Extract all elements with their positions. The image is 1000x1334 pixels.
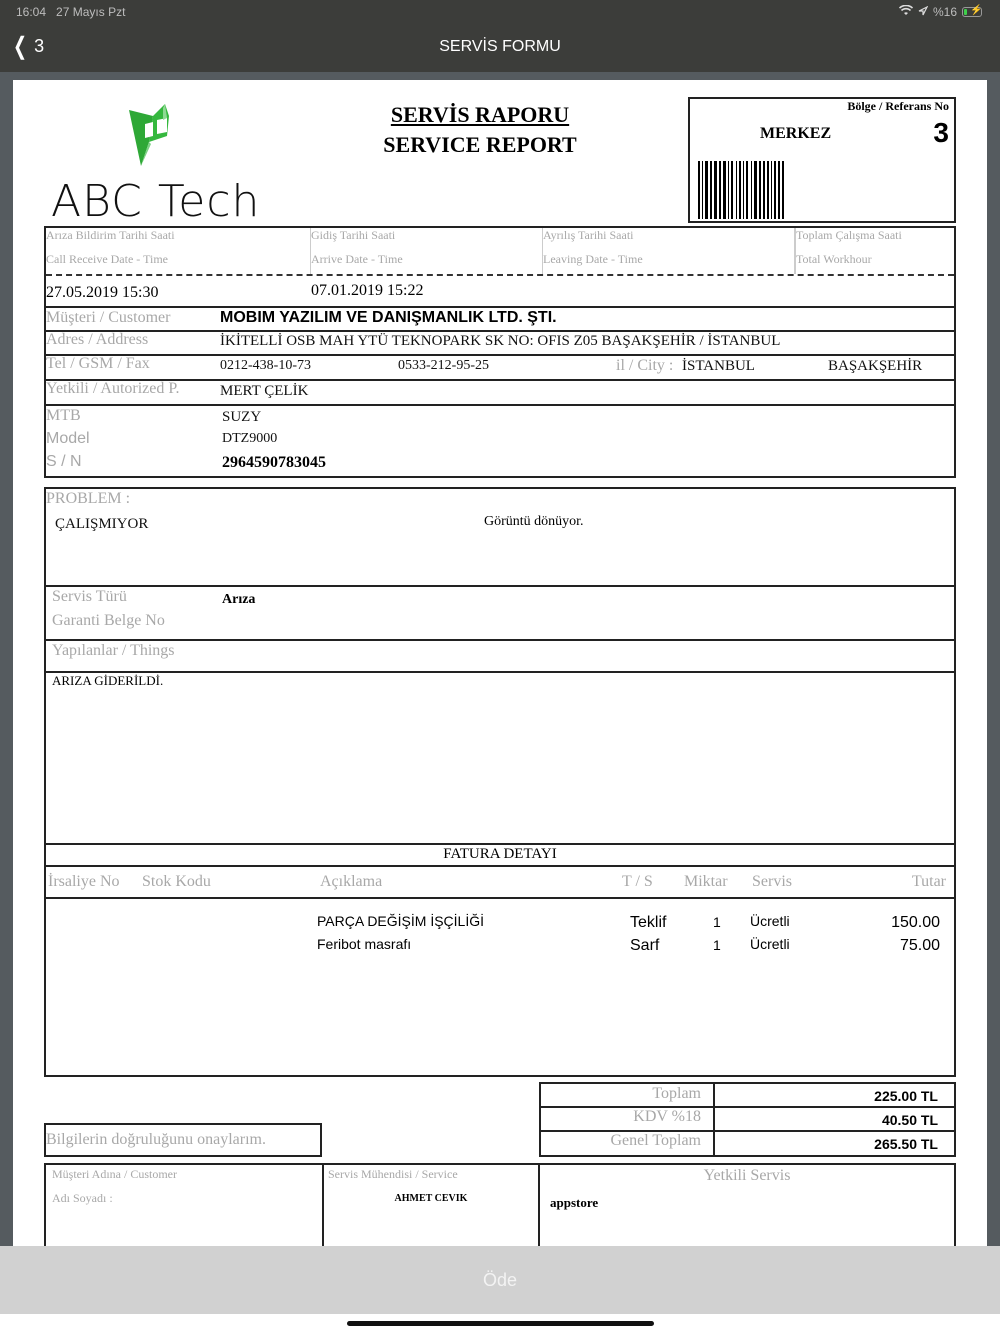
- status-time: 16:04: [16, 5, 47, 19]
- sig-customer-name-label: Adı Soyadı :: [52, 1191, 113, 1205]
- arrive-label-en: Arrive Date - Time: [311, 252, 403, 266]
- vat-value: 40.50 TL: [881, 1112, 938, 1128]
- authorized-label: Yetkili / Autorized P.: [46, 380, 180, 397]
- reference-label: Bölge / Referans No: [847, 99, 949, 113]
- arrive-value: 07.01.2019 15:22: [311, 282, 424, 299]
- service-type-box: [44, 585, 956, 641]
- signature-engineer-box: [322, 1163, 540, 1246]
- sig-customer-label: Müşteri Adına / Customer: [52, 1167, 177, 1181]
- row-ts: Teklif: [630, 914, 667, 931]
- row-ts: Sarf: [630, 937, 660, 954]
- row-divider: [46, 330, 954, 332]
- things-box: [44, 639, 956, 673]
- leaving-label-en: Leaving Date - Time: [543, 252, 643, 266]
- customer-value: MOBIM YAZILIM VE DANIŞMANLIK LTD. ŞTI.: [220, 309, 557, 326]
- grand-total-label: Genel Toplam: [610, 1132, 701, 1149]
- location-icon: [918, 5, 928, 19]
- customer-box: [44, 306, 956, 406]
- barcode: [698, 161, 788, 219]
- report-title-en: SERVICE REPORT: [383, 132, 577, 157]
- confirm-text: Bilgilerin doğruluğunu onaylarım.: [46, 1131, 266, 1148]
- device-box: [44, 404, 956, 478]
- status-date: 27 Mayıs Pzt: [56, 5, 126, 19]
- chevron-left-icon: ❮: [13, 32, 28, 60]
- invoice-row: [46, 913, 954, 935]
- header-stok: Stok Kodu: [142, 873, 211, 890]
- report-title-tr: SERVİS RAPORU: [390, 102, 570, 127]
- col-divider: [713, 1084, 715, 1155]
- header-ts: T / S: [622, 873, 653, 890]
- workhour-label-tr: Toplam Çalışma Saati: [796, 228, 902, 242]
- customer-label: Müşteri / Customer: [46, 309, 171, 326]
- row-divider: [541, 1130, 954, 1132]
- status-icons: [899, 5, 982, 19]
- things-value: ARIZA GİDERİLDİ.: [52, 673, 164, 688]
- region-value: MERKEZ: [760, 125, 832, 142]
- grand-total-value: 265.50 TL: [874, 1136, 938, 1152]
- pay-button[interactable]: Öde: [0, 1246, 1000, 1314]
- header-aciklama: Açıklama: [320, 873, 383, 890]
- header-tutar: Tutar: [911, 873, 946, 890]
- problem-box: [44, 487, 956, 587]
- invoice-rows: [44, 897, 956, 1077]
- row-aciklama: PARÇA DEĞİŞİM İŞÇİLİĞİ: [317, 913, 485, 929]
- header-servis: Servis: [752, 873, 792, 890]
- address-label: Adres / Address: [46, 331, 149, 348]
- things-detail-box: [44, 671, 956, 845]
- header-miktar: Miktar: [684, 873, 728, 890]
- row-miktar: 1: [713, 914, 721, 930]
- logo-icon: [123, 102, 179, 168]
- leaving-label-tr: Ayrılış Tarihi Saati: [543, 228, 634, 242]
- reference-box: [688, 97, 956, 223]
- row-tutar: 150.00: [891, 914, 940, 931]
- sn-label: S / N: [46, 453, 82, 470]
- mtb-value: SUZY: [222, 409, 262, 425]
- warranty-label: Garanti Belge No: [52, 612, 165, 629]
- service-type-label: Servis Türü: [52, 588, 127, 605]
- back-label: 3: [34, 36, 45, 56]
- sig-service-label: Yetkili Servis: [703, 1167, 791, 1184]
- address-value: İKİTELLİ OSB MAH YTÜ TEKNOPARK SK NO: OFIS Z05 BAŞAKŞEHİR / İSTANBUL: [220, 333, 781, 349]
- sig-engineer-label: Servis Mühendisi / Service: [328, 1167, 458, 1181]
- confirm-box: [44, 1123, 322, 1157]
- dates-box: [44, 226, 956, 308]
- dates-divider: [46, 274, 954, 276]
- city-label: il / City :: [616, 357, 674, 374]
- battery-percent: %16: [932, 5, 957, 19]
- invoice-row: [46, 936, 954, 958]
- signature-customer-box: [44, 1163, 324, 1246]
- row-divider: [46, 354, 954, 356]
- problem-label: PROBLEM :: [46, 490, 131, 507]
- status-time-date: [16, 5, 125, 19]
- company-logo: [123, 102, 179, 173]
- invoice-title: FATURA DETAYI: [443, 846, 557, 862]
- tel-value: 0212-438-10-73: [220, 358, 311, 373]
- signature-service-box: [538, 1163, 956, 1246]
- district-value: BAŞAKŞEHİR: [828, 358, 923, 374]
- status-bar: [0, 0, 1000, 24]
- call-receive-label-tr: Arıza Bildirim Tarihi Saati: [46, 228, 175, 242]
- call-receive-label-en: Call Receive Date - Time: [46, 252, 168, 266]
- nav-bar: [0, 24, 1000, 72]
- model-label: Model: [46, 430, 90, 447]
- invoice-title-bar: [44, 843, 956, 867]
- service-report-page: [13, 80, 987, 1246]
- row-servis: Ücretli: [750, 936, 790, 952]
- problem-note: Görüntü dönüyor.: [484, 514, 584, 529]
- invoice-header-row: [44, 865, 956, 899]
- subtotal-label: Toplam: [652, 1085, 701, 1102]
- totals-box: [539, 1082, 956, 1157]
- reference-number: 3: [933, 117, 949, 148]
- gsm-value: 0533-212-95-25: [398, 358, 489, 373]
- row-aciklama: Feribot masrafı: [317, 936, 412, 952]
- arrive-label-tr: Gidiş Tarihi Saati: [311, 228, 396, 242]
- wifi-icon: [899, 5, 913, 19]
- company-name: ABC Tech: [51, 176, 261, 227]
- row-tutar: 75.00: [899, 937, 940, 954]
- sn-value: 2964590783045: [222, 454, 326, 471]
- call-receive-value: 27.05.2019 15:30: [46, 284, 159, 301]
- model-value: DTZ9000: [222, 431, 278, 446]
- things-label: Yapılanlar / Things: [52, 642, 175, 659]
- city-value: İSTANBUL: [682, 358, 755, 374]
- subtotal-value: 225.00 TL: [874, 1088, 938, 1104]
- header-irsaliye: İrsaliye No: [48, 873, 120, 890]
- vat-label: KDV %18: [633, 1108, 701, 1125]
- row-divider: [46, 379, 954, 381]
- battery-icon: ⚡: [962, 7, 982, 17]
- row-miktar: 1: [713, 937, 721, 953]
- row-servis: Ücretli: [750, 913, 790, 929]
- problem-value: ÇALIŞMIYOR: [55, 516, 149, 532]
- home-indicator-area: [0, 1314, 1000, 1334]
- service-type-value: Arıza: [222, 592, 256, 607]
- sig-engineer-value: AHMET CEVIK: [394, 1193, 468, 1204]
- row-divider: [541, 1106, 954, 1108]
- home-indicator[interactable]: [347, 1321, 654, 1326]
- workhour-label-en: Total Workhour: [796, 252, 872, 266]
- mtb-label: MTB: [46, 407, 81, 424]
- nav-title: SERVİS FORMU: [439, 38, 561, 55]
- document-viewer[interactable]: [0, 72, 1000, 1246]
- sig-service-value: appstore: [550, 1195, 599, 1210]
- authorized-value: MERT ÇELİK: [220, 383, 309, 399]
- tel-label: Tel / GSM / Fax: [46, 355, 150, 372]
